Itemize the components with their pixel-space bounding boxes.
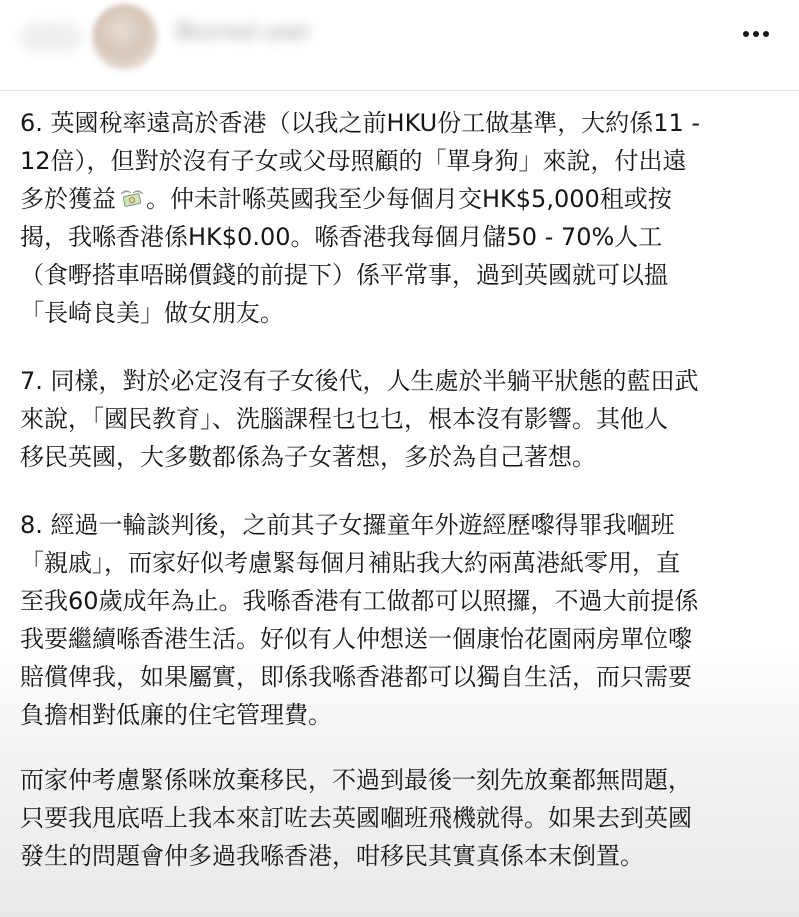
- back-area[interactable]: [20, 22, 82, 52]
- text-line: 7. 同樣，對於必定沒有子女後代，人生處於半躺平狀態的藍田武: [20, 367, 699, 395]
- avatar[interactable]: [92, 4, 158, 70]
- paragraph-gap: [20, 476, 785, 506]
- text-line: 揭，我喺香港係HK$0.00。喺香港我每個月儲50 - 70%人工: [20, 223, 663, 251]
- text-fragment: 多於獲益: [20, 185, 116, 213]
- text-line: 賠償俾我，如果屬實，即係我喺香港都可以獨自生活，而只需要: [20, 663, 692, 691]
- text-line: 「親戚」，而家好似考慮緊每個月補貼我大約兩萬港紙零用，直: [20, 549, 680, 577]
- text-line: 發生的問題會仲多過我喺香港，咁移民其實真係本末倒置。: [20, 842, 644, 870]
- post-body: [20, 104, 785, 875]
- more-options-button[interactable]: [734, 20, 778, 48]
- text-line: [20, 180, 785, 218]
- header-divider: [0, 90, 799, 91]
- text-line: （食嘢搭車唔睇價錢的前提下）係平常事，過到英國就可以搵: [20, 261, 668, 289]
- paragraph-9: [20, 761, 785, 875]
- text-line: 12倍），但對於沒有子女或父母照顧的「單身狗」來說，付出遠: [20, 147, 687, 175]
- paragraph-6: [20, 104, 785, 332]
- user-name[interactable]: Blurred user: [176, 20, 311, 45]
- text-line: 而家仲考慮緊係咪放棄移民，不過到最後一刻先放棄都無問題，: [20, 766, 692, 794]
- text-line: 「長崎良美」做女朋友。: [20, 299, 284, 327]
- text-line: 我要繼續喺香港生活。好似有人仲想送一個康怡花園兩房單位嚟: [20, 625, 692, 653]
- more-dot-icon: [763, 31, 769, 37]
- text-line: 移民英國，大多數都係為子女著想，多於為自己著想。: [20, 443, 596, 471]
- paragraph-gap: [20, 332, 785, 362]
- text-line: 6. 英國稅率遠高於香港（以我之前HKU份工做基準，大約係11 -: [20, 109, 701, 137]
- text-fragment: 。仲未計喺英國我至少每個月交HK$5,000租或按: [146, 185, 672, 213]
- more-dot-icon: [743, 31, 749, 37]
- text-line: 8. 經過一輪談判後，之前其子女攞童年外遊經歷嚟得罪我嗰班: [20, 511, 675, 539]
- text-line: 至我60歲成年為止。我喺香港有工做都可以照攞，不過大前提係: [20, 587, 699, 615]
- post-header: [0, 0, 799, 70]
- text-line: 負擔相對低廉的住宅管理費。: [20, 701, 332, 729]
- paragraph-7: [20, 362, 785, 476]
- text-line: 來說，「國民教育」、洗腦課程乜乜乜，根本沒有影響。其他人: [20, 405, 668, 433]
- paragraph-8: [20, 506, 785, 734]
- more-dot-icon: [753, 31, 759, 37]
- text-line: 只要我甩底唔上我本來訂咗去英國嗰班飛機就得。如果去到英國: [20, 804, 692, 832]
- money-with-wings-icon: [118, 185, 146, 211]
- paragraph-gap: [20, 734, 785, 761]
